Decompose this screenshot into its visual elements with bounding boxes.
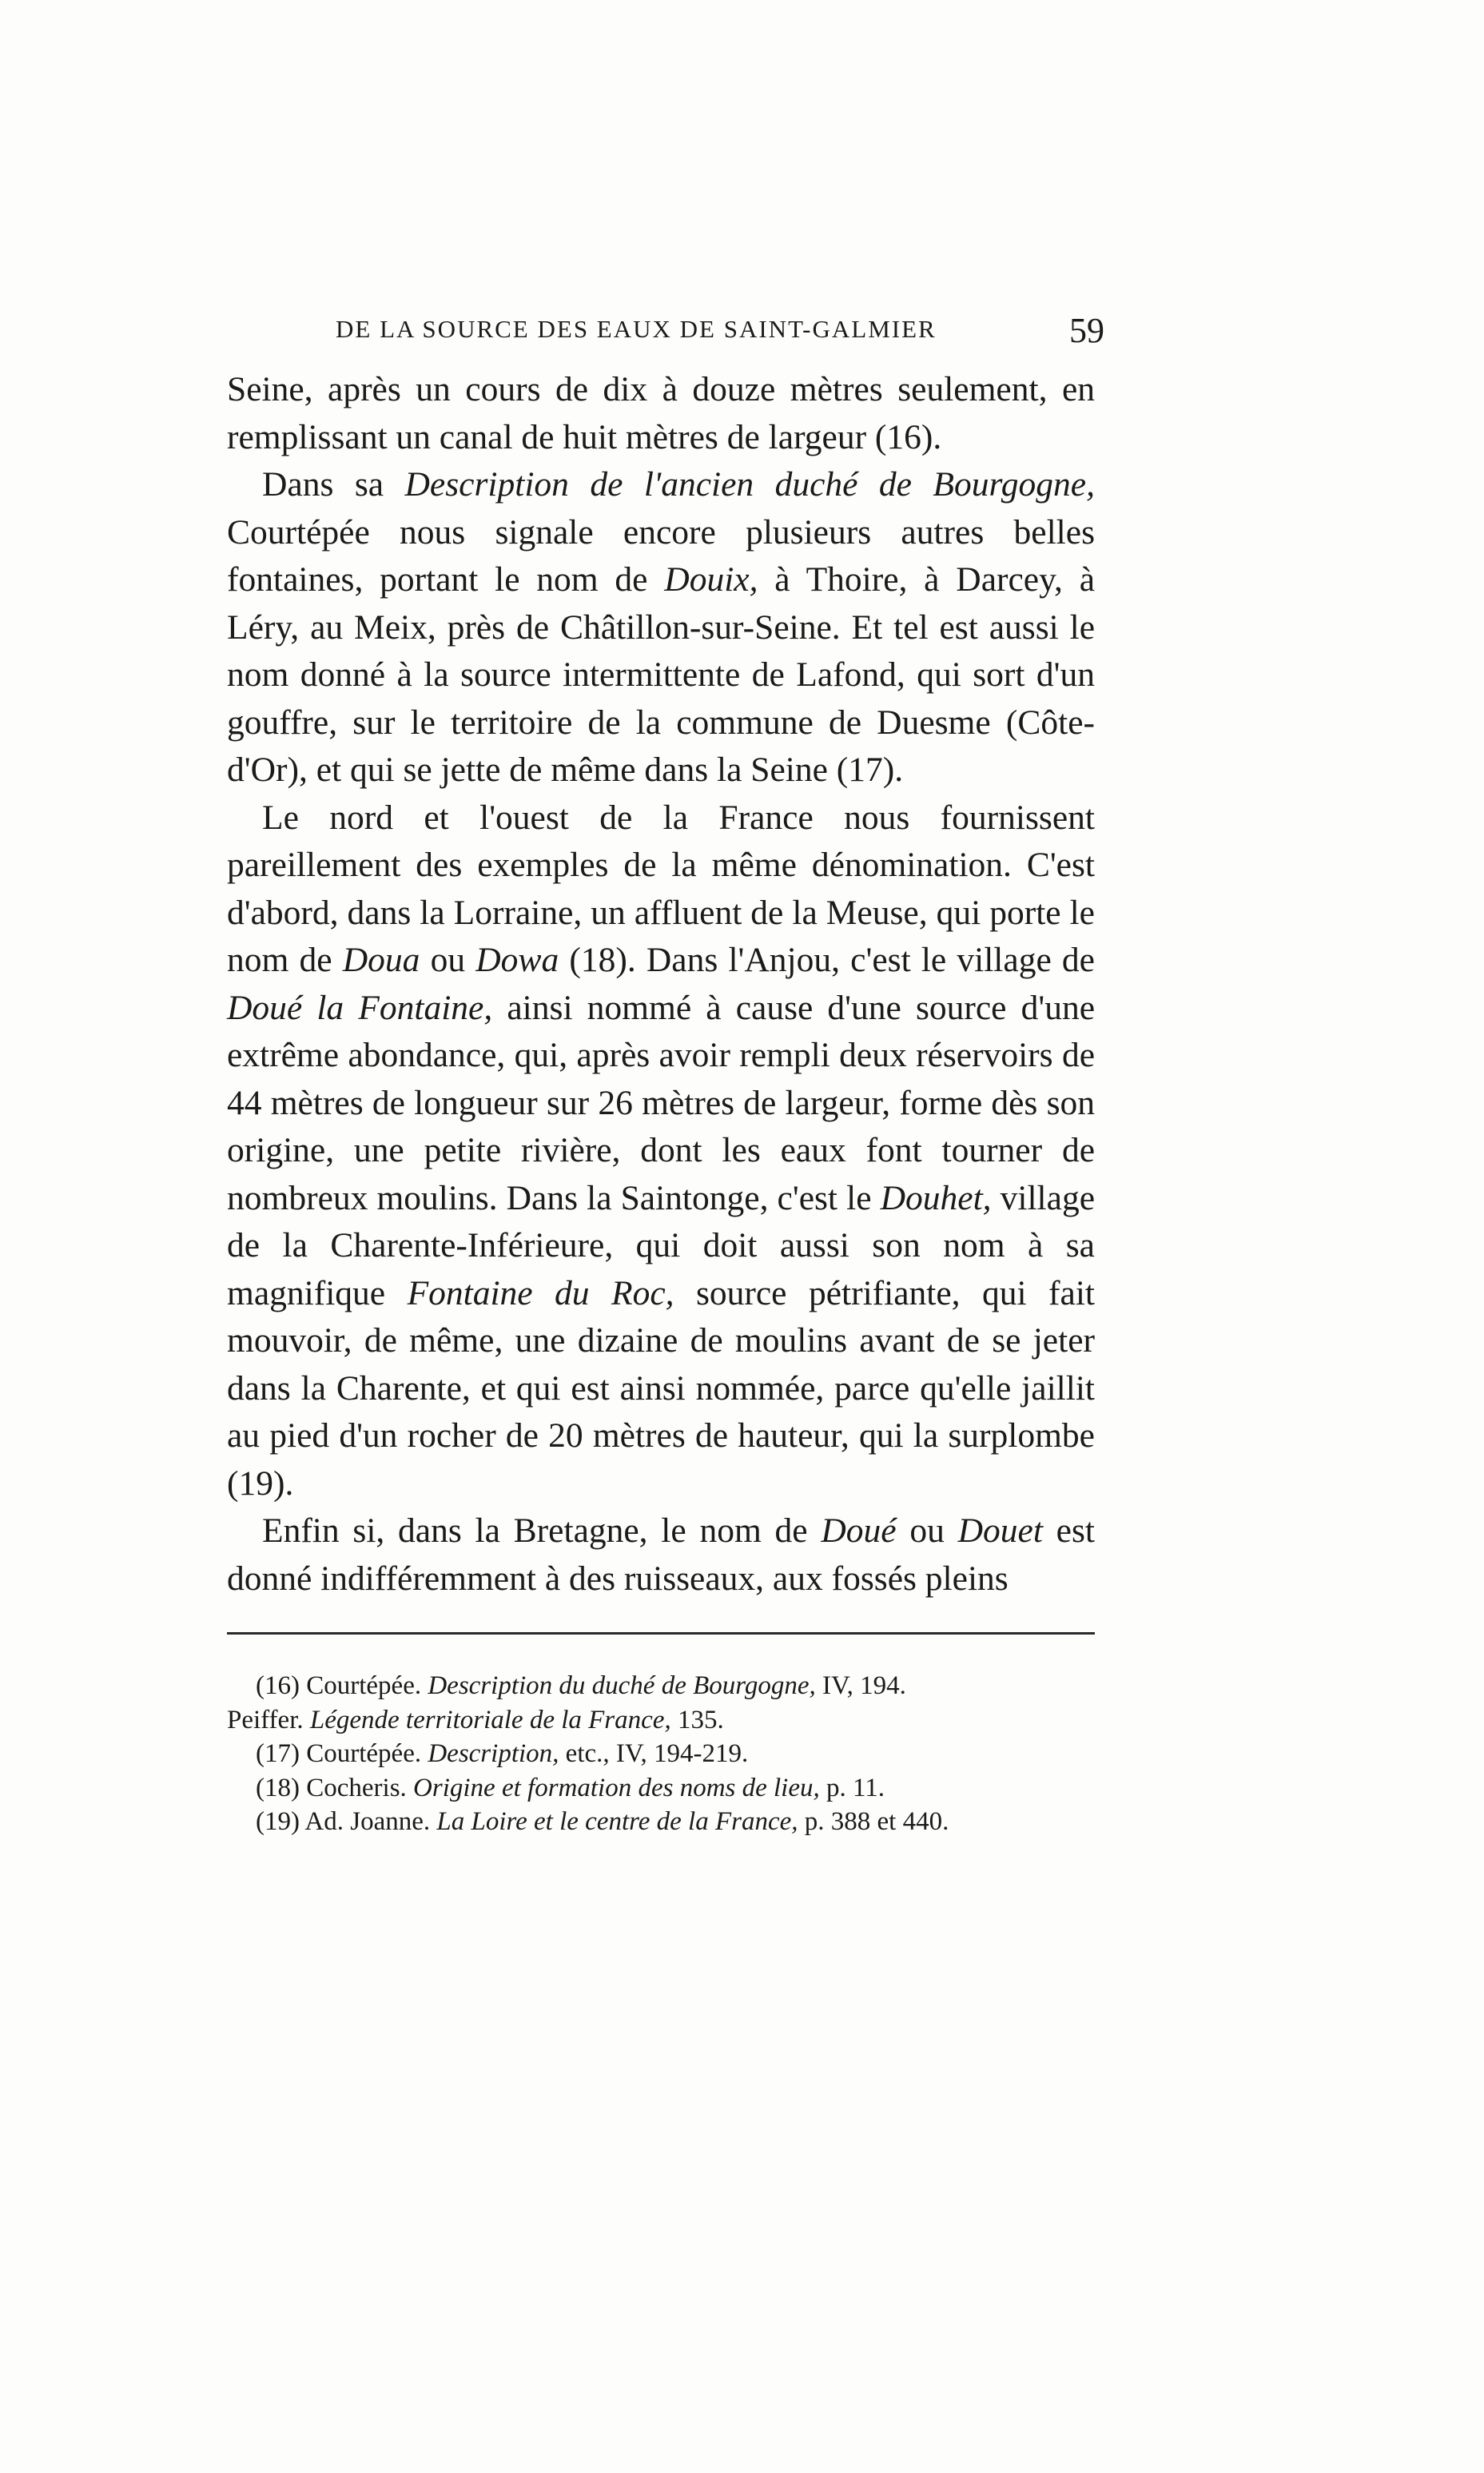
footnote-17-italic: Description, [428, 1739, 559, 1768]
paragraph-3 [227, 794, 1095, 1508]
footnote-17 [227, 1737, 1095, 1771]
footnote-19-text-2: p. 388 et 440. [798, 1807, 949, 1836]
footnote-19-italic: La Loire et le centre de la France, [436, 1807, 798, 1836]
paragraph-2 [227, 461, 1095, 794]
footnotes [227, 1669, 1095, 1839]
footnote-16-text-2: IV, 194. [815, 1671, 906, 1700]
paragraph-2-italic-2: Douix, [664, 560, 758, 599]
paragraph-3-text-1: Le nord et l'ouest de la France nous fournissent pareillement des exemples de la même dénomination. C'est d'abord, dans la Lorraine, un affluent de la Meuse, qui porte le nom de [227, 798, 1095, 979]
paragraph-3-text-3: (18). Dans l'Anjou, c'est le village de [559, 941, 1095, 979]
footnote-18-text-2: p. 11. [819, 1773, 885, 1802]
page-number: 59 [1069, 311, 1104, 350]
paragraph-3-italic-5: Fontaine du Roc, [407, 1273, 674, 1312]
footnote-16-text-1: (16) Courtépée. [256, 1671, 428, 1700]
paragraph-4-italic-1: Doué [821, 1511, 897, 1550]
running-title: DE LA SOURCE DES EAUX DE SAINT-GALMIER [336, 315, 937, 343]
paragraph-4 [227, 1507, 1095, 1603]
body-text [227, 366, 1095, 1603]
paragraph-3-italic-3: Doué la Fontaine, [227, 988, 493, 1027]
paragraph-1 [227, 366, 1095, 461]
footnote-17-text-2: etc., IV, 194-219. [559, 1739, 749, 1768]
footnote-16-continued [227, 1703, 1095, 1738]
paragraph-4-text-2: ou [896, 1511, 958, 1550]
footnote-18-text-1: (18) Cocheris. [256, 1773, 414, 1802]
footnote-16b-text-2: 135. [670, 1705, 724, 1734]
paragraph-3-text-6: source pétrifiante, qui fait mouvoir, de même, une dizaine de moulins avant de se jeter dans la Charente, et qui est ainsi nommée, parce qu'elle jaillit au pied d'un rocher de 20 mètres de hauteur, qui la surplombe (19). [227, 1273, 1095, 1503]
paragraph-3-text-4: ainsi nommé à cause d'une source d'une extrême abondance, qui, après avoir rempli deux réservoirs de 44 mètres de longueur sur 26 mètres de largeur, forme dès son origine, une petite rivière, dont les eaux font tourner de nombreux moulins. Dans la Saintonge, c'est le [227, 988, 1096, 1217]
paragraph-4-text-1: Enfin si, dans la Bretagne, le nom de [262, 1511, 822, 1550]
running-head [336, 310, 1104, 350]
footnote-17-text-1: (17) Courtépée. [256, 1739, 428, 1768]
paragraph-3-italic-1: Doua [342, 941, 420, 979]
paragraph-2-text-1: Dans sa [262, 465, 405, 504]
paragraph-3-text-5: village de la Charente-Inférieure, qui doit aussi son nom à sa magnifique [227, 1178, 1095, 1312]
paragraph-2-text-3: à Thoire, à Darcey, à Léry, au Meix, près de Châtillon-sur-Seine. Et tel est aussi le nom donné à la source intermittente de Lafond, qui sort d'un gouffre, sur le territoire de la commune de Duesme (Côte-d'Or), et qui se jette de même dans la Seine (17). [227, 560, 1095, 789]
paragraph-1-text: Seine, après un cours de dix à douze mètres seulement, en remplissant un canal de huit mètres de largeur (16). [227, 370, 1095, 456]
footnote-19 [227, 1805, 1095, 1839]
footnote-16-italic: Description du duché de Bourgogne, [428, 1671, 816, 1700]
paragraph-2-text-2: Courtépée nous signale encore plusieurs autres belles fontaines, portant le nom de [227, 512, 1095, 599]
paragraph-3-italic-4: Douhet, [880, 1178, 992, 1217]
footnote-16b-text-1: Peiffer. [227, 1705, 310, 1734]
paragraph-3-italic-2: Dowa [475, 941, 559, 979]
footnote-16b-italic: Légende territoriale de la France, [309, 1705, 671, 1734]
footnote-19-text-1: (19) Ad. Joanne. [256, 1807, 437, 1836]
paragraph-4-italic-2: Douet [957, 1511, 1043, 1550]
paragraph-4-text-3: est donné indifféremment à des ruisseaux, aux fossés pleins [227, 1511, 1095, 1598]
paragraph-2-italic-1: Description de l'ancien duché de Bourgogne, [404, 465, 1095, 504]
paragraph-3-text-2: ou [420, 941, 476, 979]
footnote-18 [227, 1771, 1095, 1806]
footnote-divider [227, 1632, 1095, 1635]
footnote-18-italic: Origine et formation des noms de lieu, [413, 1773, 820, 1802]
footnote-16 [227, 1669, 1095, 1703]
